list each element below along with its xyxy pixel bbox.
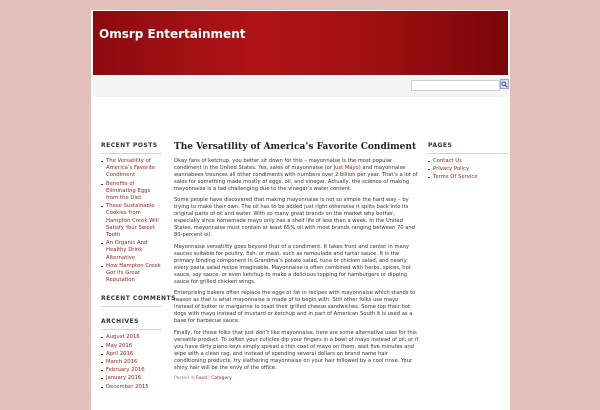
archive-link[interactable]: January 2016 — [101, 375, 161, 382]
paragraph-text: Okay fans of ketchup, you better sit down for this – mayonnaise is the most popular condiment in the United States. Yes, sales of mayonnaise (or — [174, 157, 393, 171]
posted-in-label: Posted in — [174, 376, 197, 382]
archive-link[interactable]: March 2016 — [101, 359, 161, 366]
blog-title[interactable]: Omsrp Entertainment — [99, 27, 246, 41]
post-title[interactable]: The Versatility of America’s Favorite Condiment — [174, 142, 417, 152]
post-meta — [174, 376, 419, 381]
page-link-privacy-policy[interactable]: Privacy Policy — [428, 166, 508, 173]
archives-title: ARCHIVES — [101, 318, 161, 330]
recent-posts-widget — [101, 142, 161, 284]
right-sidebar — [428, 142, 508, 193]
pages-title: PAGES — [428, 142, 508, 154]
search-icon — [501, 81, 508, 88]
page-link-terms-of-service[interactable]: Terms Of Service — [428, 174, 508, 181]
meta-separator: | — [206, 376, 212, 382]
just-mayo-link[interactable]: Just Mayo — [333, 164, 359, 171]
recent-comments-title: RECENT COMMENTS — [101, 295, 161, 307]
search-bar — [93, 77, 508, 97]
paragraph-text: ) and mayonnaise wannabees trounces all other condiments with numbers over 2 billion per year. That’s a lot of sales for something made mostly of eggs, oil, and vinegar. Actually, the science of making mayonnaise is a tad challenging due to the vinegar’s water content. — [174, 164, 418, 192]
archive-link[interactable]: February 2016 — [101, 367, 161, 374]
archive-link[interactable]: August 2016 — [101, 334, 161, 341]
search-button[interactable] — [500, 79, 509, 89]
post-paragraph: Mayonnaise versatility goes beyond that of a condiment. It takes front and center in many sauces suitable for poultry, fish, or meat, such as remoulade and tartar sauce. It is the primary binding component in Grandma’s potato salad, tuna or chicken salad, and nearly every pasta salad recipe imaginable. Mayonnaise is often combined with herbs, spices, hot sauce, soy sauce, or even ketchup to make a delicious topping for hamburgers or dipping sauce for grilled chicken wings. — [174, 243, 411, 285]
recent-post-link[interactable]: How Hampton Creek Got Its Great Reputation — [101, 263, 161, 285]
pages-widget — [428, 142, 508, 182]
recent-post-link[interactable]: These Sustainable Cookies from Hampton Creek Will Satisfy Your Sweet Tooth — [101, 203, 161, 239]
search-input[interactable] — [411, 80, 500, 91]
category-food-link[interactable]: Food — [196, 376, 207, 382]
category-link[interactable]: Category — [211, 376, 232, 382]
archive-link[interactable]: May 2016 — [101, 343, 161, 350]
recent-post-link[interactable]: An Organic And Healthy Drink Alternative — [101, 240, 161, 262]
post-paragraph: Some people have discovered that making mayonnaise is not so simple the hard way – by trying to make their own. The oil has to be added just right otherwise it splits back into its original parts of oil and water. With so many great brands on the market why bother, especially since homemade mayo only has a shelf life of less than a week. In the United States, mayonnaise must contain at least 65% oil with most brands ranging between 70 and 80-percent oil. — [174, 196, 415, 239]
recent-comments-widget — [101, 295, 176, 307]
site-header — [93, 11, 508, 75]
post-paragraph: Enterprising bakers often replace the eggs or fat in recipes with mayonnaise which stands to reason as that is what mayonnaise is made of to begin with. Still other folks use mayo instead of butter or margarine to toast their grilled cheese sandwiches. Some top their hot dogs with mayo instead of mustard or ketchup and in part of American South it is used as a base for barbecue sauce. — [174, 290, 416, 325]
post-paragraph — [174, 158, 419, 193]
archive-link[interactable]: April 2016 — [101, 351, 161, 358]
main-content — [174, 142, 419, 381]
recent-posts-title: RECENT POSTS — [101, 142, 161, 154]
archive-link[interactable]: December 2015 — [101, 384, 161, 391]
left-sidebar — [101, 142, 176, 402]
page-link-contact-us[interactable]: Contact Us — [428, 158, 508, 165]
page-container — [91, 10, 510, 410]
recent-post-link[interactable]: The Versatility of America’s Favorite Condiment — [101, 158, 161, 180]
recent-post-link[interactable]: Benefits of Eliminating Eggs from the Diet — [101, 181, 161, 203]
post-paragraph: Finally, for those folks that just don’t like mayonnaise, here are some alternative uses for this versatile product. To soften your cuticles dip your fingers in a bowl of mayo instead of oil, or if you have dirty piano keys simply spread a thin coat of mayo on them, wait five minutes and wipe with a clean rag, and instead of spending several dollars on brand name hair conditioning products, try slathering mayonnaise on your hair followed by a cool rinse. Your shiny hair will be the envy of the office. — [174, 329, 419, 372]
archives-widget — [101, 318, 161, 390]
